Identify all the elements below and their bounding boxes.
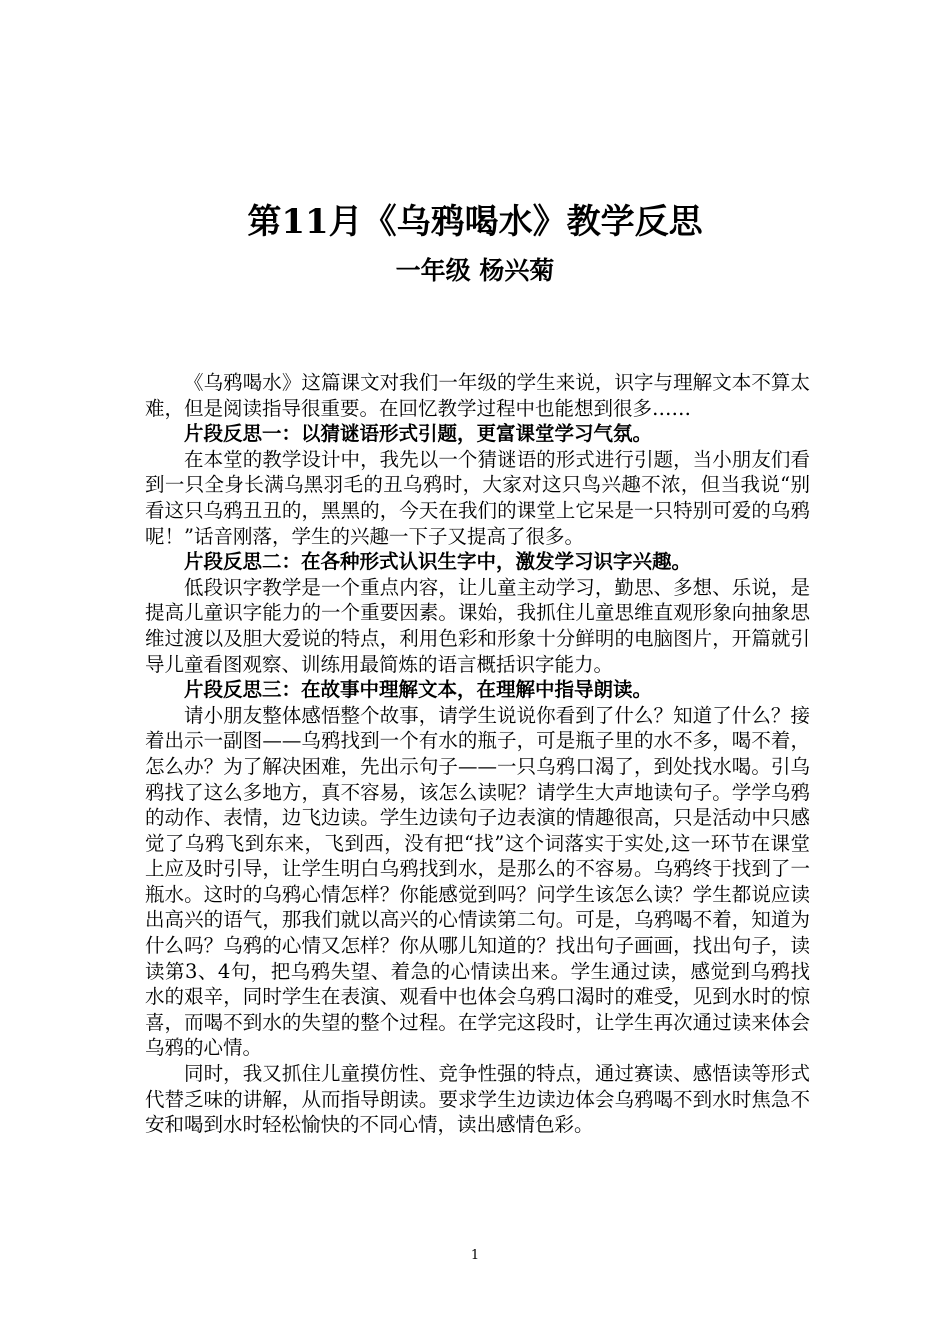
section-heading-2: 片段反思二：在各种形式认识生字中，激发学习识字兴趣。 (184, 550, 692, 574)
section-paragraph-1: 在本堂的教学设计中，我先以一个猜谜语的形式进行引题，当小朋友们看到一只全身长满乌黑羽毛的丑乌鸦时，大家对这只鸟兴趣不浓，但当我说“别看这只乌鸦丑丑的，黑黑的，今天在我们的课堂上它呆是一只特别可爱的乌鸦呢！”话音刚落，学生的兴趣一下子又提高了很多。 (145, 447, 810, 548)
section-paragraph-2: 低段识字教学是一个重点内容，让儿童主动学习，勤思、多想、乐说，是提高儿童识字能力的一个重要因素。课始，我抓住儿童思维直观形象向抽象思维过渡以及胆大爱说的特点，利用色彩和形象十分鲜明的电脑图片，开篇就引导儿童看图观察、训练用最简炼的语言概括识字能力。 (145, 575, 810, 676)
page-number: 1 (470, 1248, 480, 1263)
section-heading-3: 片段反思三：在故事中理解文本，在理解中指导朗读。 (184, 678, 653, 702)
section-heading-1: 片段反思一：以猜谜语形式引题，更富课堂学习气氛。 (184, 422, 653, 446)
document-title: 第11月《乌鸦喝水》教学反思 (247, 202, 703, 242)
intro-paragraph: 《乌鸦喝水》这篇课文对我们一年级的学生来说，识字与理解文本不算太难，但是阅读指导很重要。在回忆教学过程中也能想到很多…… (145, 371, 810, 420)
section-paragraph-3: 请小朋友整体感悟整个故事，请学生说说你看到了什么？知道了什么？接着出示一副图——乌鸦找到一个有水的瓶子，可是瓶子里的水不多，喝不着，怎么办？为了解决困难，先出示句子——一只乌鸦口渴了，到处找水喝。引乌鸦找了这么多地方，真不容易，该怎么读呢？请学生大声地读句子。学学乌鸦的动作、表情，边飞边读。学生边读句子边表演的情趣很高，只是活动中只感觉了乌鸦飞到东来，飞到西，没有把“找”这个词落实于实处,这一环节在课堂上应及时引导，让学生明白乌鸦找到水，是那么的不容易。乌鸦终于找到了一瓶水。这时的乌鸦心情怎样？你能感觉到吗？问学生该怎么读？学生都说应读出高兴的语气，那我们就以高兴的心情读第二句。可是，乌鸦喝不着，知道为什么吗？乌鸦的心情又怎样？你从哪儿知道的？找出句子画画，找出句子，读读第3、4句，把乌鸦失望、着急的心情读出来。学生通过读，感觉到乌鸦找水的艰辛，同时学生在表演、观看中也体会乌鸦口渴时的难受，见到水时的惊喜，而喝不到水的失望的整个过程。在学完这段时，让学生再次通过读来体会乌鸦的心情。 (145, 703, 810, 1060)
document-subtitle: 一年级 杨兴菊 (395, 256, 555, 285)
document-body (145, 370, 810, 1138)
section-paragraph-4: 同时，我又抓住儿童摸仿性、竞争性强的特点，通过赛读、感悟读等形式代替乏味的讲解，从而指导朗读。要求学生边读边体会乌鸦喝不到水时焦急不安和喝到水时轻松愉快的不同心情，读出感情色彩。 (145, 1062, 810, 1137)
